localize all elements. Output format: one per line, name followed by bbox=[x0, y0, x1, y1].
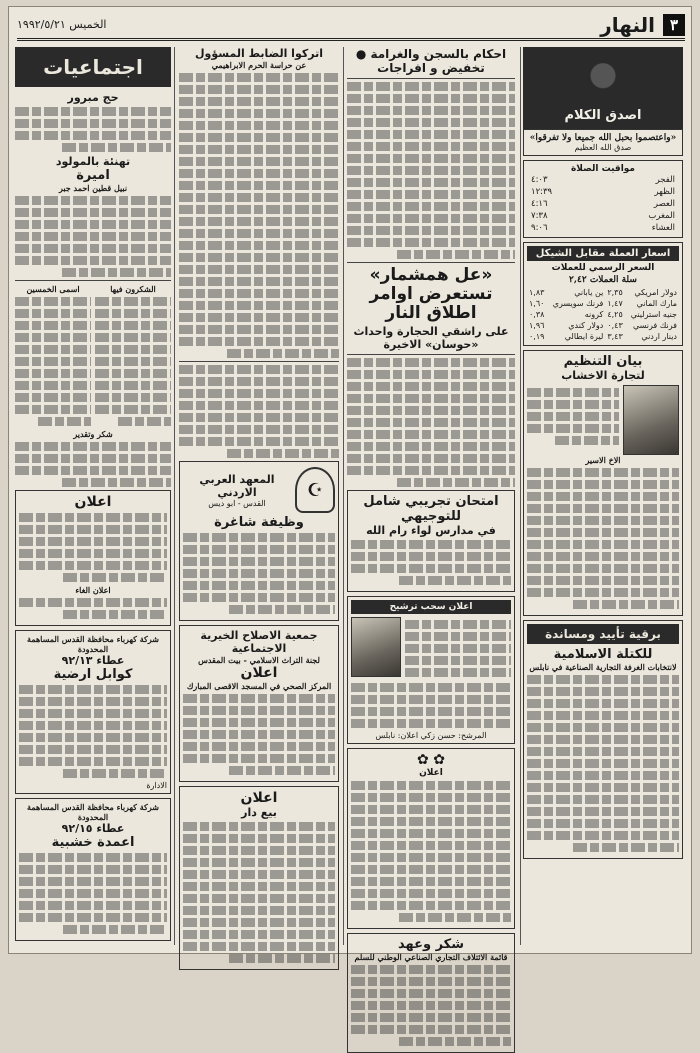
rate-row bbox=[527, 331, 679, 342]
column-divider bbox=[174, 47, 175, 945]
thanks-appreciation-heading: شكر وتقدير bbox=[73, 429, 113, 439]
rate-value: ٠,١٩ bbox=[529, 332, 545, 341]
rate-row bbox=[527, 309, 679, 320]
institute-ad bbox=[179, 461, 339, 621]
rates-header: اسعار العملة مقابل الشيكل bbox=[527, 246, 679, 261]
rate-value: ٠,٤٣ bbox=[607, 321, 623, 330]
prayer-time: ٧:٣٨ bbox=[531, 211, 548, 221]
house-sale-ad bbox=[179, 786, 339, 970]
prayer-row bbox=[527, 222, 679, 234]
support-telegram-box bbox=[523, 620, 683, 859]
telegram-title: برقية تأييد ومساندة bbox=[527, 624, 679, 644]
exam-headline: امتحان تجريبي شامل للتوجيهي bbox=[363, 494, 499, 524]
issue-date: الخميس ١٩٩٢/٥/٢١ bbox=[17, 18, 107, 31]
electric-company-1: شركة كهرباء محافظة القدس المساهمة المحدودة bbox=[27, 634, 159, 654]
cancel-notice: اعلان الغاء bbox=[75, 585, 111, 595]
rate-currency: دولار امريكي bbox=[634, 288, 677, 297]
right-column bbox=[523, 47, 683, 947]
page-number: ٣ bbox=[663, 14, 685, 36]
rate-value: ٤,٢٥ bbox=[607, 310, 623, 319]
telegram-subtitle: للكتلة الاسلامية bbox=[553, 647, 653, 662]
institute-emblem-icon: ☪ bbox=[295, 467, 335, 513]
rate-value: ٢,٣٥ bbox=[607, 288, 623, 297]
baby-name: اميرة bbox=[76, 168, 110, 183]
rate-value: ٣,٤٣ bbox=[607, 332, 623, 341]
thanks-title: شكر وعهد bbox=[397, 937, 464, 952]
charity-subtitle: لجنة التراث الاسلامي - بيت المقدس bbox=[198, 655, 320, 665]
rate-value: ١,٦٠ bbox=[529, 299, 545, 308]
rate-currency: فرنك سويسري bbox=[552, 299, 604, 308]
candidate-photo bbox=[351, 617, 401, 677]
charity-ad bbox=[179, 625, 339, 782]
rate-currency: ين ياباني bbox=[574, 288, 604, 297]
paper-name: النهار bbox=[600, 12, 655, 37]
prayer-times-box bbox=[523, 160, 683, 238]
masthead bbox=[17, 11, 685, 41]
left-column bbox=[15, 47, 171, 947]
withdrawal-title: اعلان سحب ترشيح bbox=[351, 600, 511, 614]
electric-tender-2 bbox=[15, 798, 171, 941]
condolence-heading: اسمى الخمسين bbox=[26, 284, 80, 294]
electric-company-2: شركة كهرباء محافظة القدس المساهمة المحدودة bbox=[27, 802, 159, 822]
prayer-time: ٤:١٦ bbox=[531, 199, 548, 209]
rate-currency: ليرة ايطالي bbox=[564, 332, 604, 341]
prisoner-photo bbox=[623, 385, 679, 455]
main-subheadline: على راشقي الحجارة واحداث «حوسان» الاخيرة bbox=[353, 325, 509, 351]
institute-title: المعهد العربي الاردني bbox=[199, 472, 275, 499]
rate-value: ١,٨٣ bbox=[529, 288, 545, 297]
rate-row bbox=[527, 320, 679, 331]
top-headline: احكام بالسجن والغرامة ● تخفيض و افراجات bbox=[355, 47, 507, 75]
prayer-banner bbox=[523, 47, 683, 129]
exam-box bbox=[347, 490, 515, 592]
donation-notice bbox=[347, 748, 515, 929]
middle-left-column bbox=[179, 47, 339, 947]
prayer-name: الفجر bbox=[655, 175, 675, 185]
column-divider bbox=[343, 47, 344, 945]
wedding-heading: الشكرون فيها bbox=[110, 284, 156, 294]
rate-currency: دينار اردني bbox=[641, 332, 677, 341]
prayer-row bbox=[527, 210, 679, 222]
exam-subheadline: في مدارس لواء رام الله bbox=[366, 524, 496, 537]
rate-row bbox=[527, 298, 679, 309]
tender-item-2: اعمدة خشبية bbox=[51, 835, 135, 850]
prayer-name: العشاء bbox=[651, 223, 675, 233]
charity-ad-body: المركز الصحي في المسجد الاقصى المبارك bbox=[186, 681, 332, 691]
rates-title: السعر الرسمي للعملات bbox=[551, 263, 655, 273]
tender-notice-title: اعلان bbox=[74, 494, 112, 510]
tender-notice bbox=[15, 490, 171, 626]
withdrawal-notice bbox=[347, 596, 515, 744]
statement-title: بيان التنظيم bbox=[563, 354, 643, 369]
charity-title: جمعية الاصلاح الخيرية الاجتماعية bbox=[200, 629, 318, 655]
prayer-time: ٤:٠٣ bbox=[531, 175, 548, 185]
guard-subheadline: عن حراسة الحرم الابراهيمي bbox=[211, 60, 307, 70]
electric-tender-1 bbox=[15, 630, 171, 794]
donation-title: اعلان bbox=[419, 768, 443, 778]
institute-city: القدس - ابو ديس bbox=[208, 498, 266, 508]
main-headline: «عل همشمار» تستعرض اوامر اطلاق النار bbox=[369, 265, 493, 323]
prayer-name: المغرب bbox=[648, 211, 675, 221]
rates-subtitle: سلة العملات ٢,٤٢ bbox=[569, 275, 637, 285]
footer-label-1: الادارة bbox=[146, 781, 167, 790]
tender-item-1: كوابل ارضية bbox=[53, 667, 133, 682]
rate-value: ١,٩٦ bbox=[529, 321, 545, 330]
congrats-heading: تهنئة بالمولود bbox=[55, 155, 131, 168]
middle-column bbox=[347, 47, 515, 962]
prisoner-caption: الاخ الاسير bbox=[585, 455, 621, 465]
prayer-row bbox=[527, 186, 679, 198]
tender-number-2: عطاء ٩٢/١٥ bbox=[61, 822, 125, 835]
prayer-name: الظهر bbox=[654, 187, 675, 197]
newspaper-page bbox=[8, 6, 692, 962]
guard-headline: اتركوا الضابط المسؤول bbox=[195, 47, 323, 60]
candidate-caption: المرشح: حسن زكي اعلان: نابلس bbox=[375, 731, 487, 740]
hajj-heading: حج مبرور bbox=[67, 91, 119, 104]
prayer-row bbox=[527, 174, 679, 186]
rate-value: ١,٤٧ bbox=[607, 299, 623, 308]
prayer-time: ١٢:٣٩ bbox=[531, 187, 553, 197]
masthead-brand bbox=[600, 13, 685, 37]
charity-ad-title: اعلان bbox=[240, 665, 278, 681]
verse-text: «واعتصموا بحبل الله جميعا ولا تفرقوا» bbox=[529, 133, 677, 143]
verse-box bbox=[523, 129, 683, 156]
flower-icon: ✿ ✿ bbox=[417, 752, 445, 768]
thanks-notice bbox=[347, 933, 515, 1053]
baby-parents: نبيل قطين احمد جبر bbox=[58, 183, 128, 193]
rate-currency: جنيه استرليني bbox=[630, 310, 677, 319]
telegram-line: لانتخابات الغرفة التجارية الصناعية في نابلس bbox=[529, 662, 677, 672]
rate-currency: دولار كندي bbox=[568, 321, 604, 330]
prayer-banner-title: اصدق الكلام bbox=[564, 108, 642, 123]
sale-subtitle: بيع دار bbox=[241, 806, 277, 819]
sale-title: اعلان bbox=[240, 790, 278, 806]
rate-value: ٠,٣٨ bbox=[529, 310, 545, 319]
prayer-time: ٩:٠٦ bbox=[531, 223, 548, 233]
prayer-times-heading: مواقيت الصلاة bbox=[570, 164, 635, 174]
column-divider bbox=[520, 47, 521, 945]
currency-rates-box bbox=[523, 242, 683, 346]
verse-source: صدق الله العظيم bbox=[574, 143, 632, 152]
statement-box bbox=[523, 350, 683, 616]
rates-table bbox=[527, 287, 679, 342]
thanks-subtitle: قائمة الائتلاف التجاري الصناعي الوطني للسلم bbox=[354, 952, 508, 962]
prayer-name: العصر bbox=[653, 199, 675, 209]
prayer-row bbox=[527, 198, 679, 210]
rate-currency: فرنك فرنسي bbox=[632, 321, 677, 330]
prayer-times-table bbox=[527, 174, 679, 234]
tender-number-1: عطاء ٩٢/١٣ bbox=[61, 654, 125, 667]
statement-subtitle: لتجارة الاخشاب bbox=[561, 369, 645, 382]
rate-row bbox=[527, 287, 679, 298]
social-section-logo: اجتماعيات bbox=[15, 47, 171, 87]
rate-currency: مارك الماني bbox=[636, 299, 677, 308]
rate-currency: كرونه bbox=[584, 310, 604, 319]
job-vacancy-title: وظيفة شاغرة bbox=[214, 515, 304, 530]
